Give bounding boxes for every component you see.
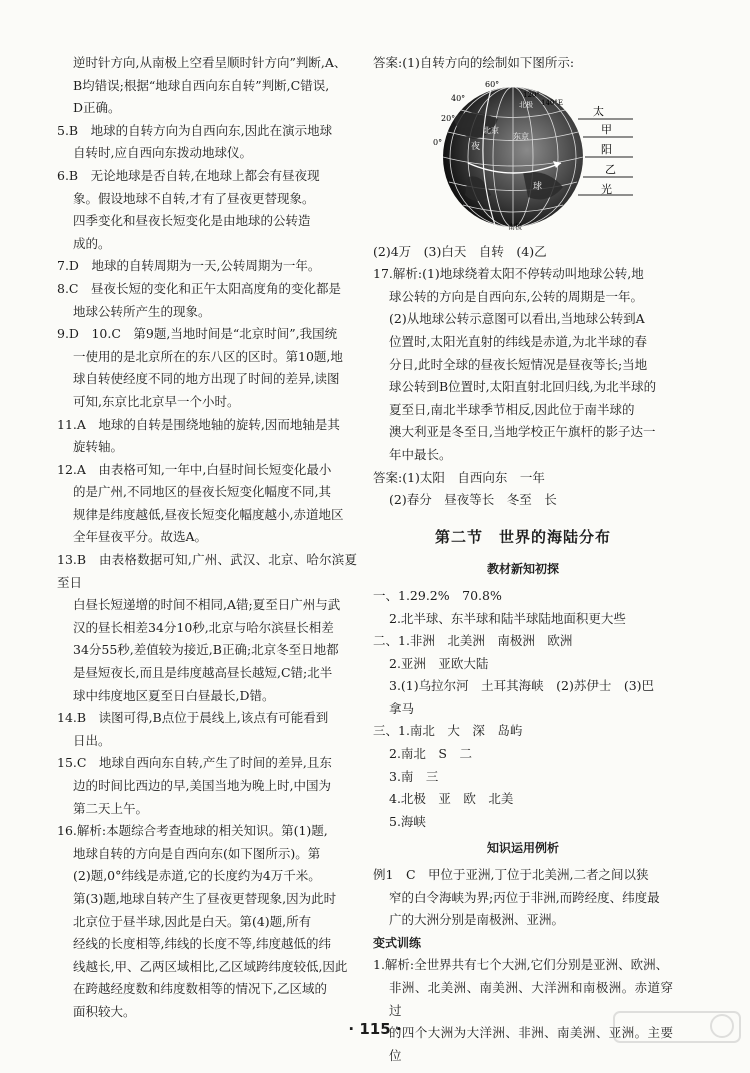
text-line: 7.D 地球的自转周期为一天,公转周期为一年。 xyxy=(57,258,321,274)
text-line: 34分55秒,差值较为接近,B正确;北京冬至日地都 xyxy=(73,642,339,658)
text-line: 9.D 10.C 第9题,当地时间是“北京时间”,我国统 xyxy=(57,326,338,342)
text-line: (2)题,0°纬线是赤道,它的长度约为4万千米。 xyxy=(73,868,321,884)
answer-line: 拿马 xyxy=(389,700,415,716)
text-line: 全年昼夜平分。故选A。 xyxy=(73,529,208,545)
text-line: B均错误;根据“地球自西向东自转”判断,C错误, xyxy=(73,77,330,93)
region-label: 甲 xyxy=(601,122,612,136)
text-line: 15.C 地球自西向东自转,产生了时间的差异,且东 xyxy=(57,755,332,771)
example-1 xyxy=(373,864,673,932)
left-column xyxy=(57,52,357,1024)
text-line: 是昼短夜长,而且是纬度越高昼长越短,C错;北半 xyxy=(73,665,333,681)
text-line: 面积较大。 xyxy=(73,1003,136,1019)
answer-line: 5.海峡 xyxy=(389,813,426,829)
answer-line: 2.亚洲 亚欧大陆 xyxy=(389,655,489,671)
text-line: 白昼长短递增的时间不相同,A错;夏至日广州与武 xyxy=(73,597,341,613)
text-line: 地球公转所产生的现象。 xyxy=(73,303,211,319)
text-line: 经线的长度相等,纬线的长度不等,纬度越低的纬 xyxy=(73,936,331,952)
answer-line: 2.北半球、东半球和陆半球陆地面积更大些 xyxy=(389,610,626,626)
text-line: 球中纬度地区夏至日白昼最长,D错。 xyxy=(73,687,275,703)
text-line: 夏至日,南北半球季节相反,因此位于南半球的 xyxy=(389,401,635,417)
side-label: 球 xyxy=(533,181,543,192)
answer-line: 4.北极 亚 欧 北美 xyxy=(389,791,514,807)
text-line: 14.B 读图可得,B点位于晨线上,该点有可能看到 xyxy=(57,710,329,726)
region-label: 阳 xyxy=(601,142,612,156)
place-label: 北京 xyxy=(483,125,499,135)
sub-title-new-knowledge: 教材新知初探 xyxy=(486,562,559,577)
lat-label: 40° xyxy=(451,93,466,103)
lon-label: 120° xyxy=(523,90,540,99)
answer-16-heading: 答案:(1)自转方向的绘制如下图所示: xyxy=(373,55,575,70)
text-line: 地球自转的方向是自西向东(如下图所示)。第 xyxy=(73,845,321,861)
region-label: 乙 xyxy=(605,162,616,176)
lat-label: 20° xyxy=(441,113,456,123)
text-line: 12.A 由表格可知,一年中,白昼时间长短变化最小 xyxy=(57,461,332,477)
text-line: 象。假设地球不自转,才有了昼夜更替现象。 xyxy=(73,190,315,206)
answer-17-a: 答案:(1)太阳 自西向东 一年 xyxy=(373,469,545,485)
answer-line: 3.南 三 xyxy=(389,768,439,784)
text-line: 可知,东京比北京早一个小时。 xyxy=(73,393,240,409)
text-line: 位置时,太阳光直射的纬线是赤道,为北半球的春 xyxy=(389,333,647,349)
text-line: 规律是纬度越低,昼夜长短变化幅度越小,赤道地区 xyxy=(73,506,344,522)
text-line: 非洲、北美洲、南美洲、大洋洲和南极洲。赤道穿过 xyxy=(389,980,673,1018)
text-line: 球自转使经度不同的地方出现了时间的差异,读图 xyxy=(73,371,340,387)
place-label: 北极 xyxy=(519,100,533,109)
text-line: 8.C 昼夜长短的变化和正午太阳高度角的变化都是 xyxy=(57,280,341,296)
globe-svg xyxy=(373,77,673,237)
sub-title-application: 知识运用例析 xyxy=(486,841,559,856)
answer-17-b: (2)春分 昼夜等长 冬至 长 xyxy=(389,492,557,508)
answer-line: 三、1.南北 大 深 岛屿 xyxy=(373,723,523,739)
text-line: 球公转到B位置时,太阳直射北回归线,为北半球的 xyxy=(389,379,657,395)
text-line: 旋转轴。 xyxy=(73,439,124,455)
lat-label: 60° xyxy=(485,79,500,89)
watermark-logo xyxy=(612,1010,742,1066)
text-line: 逆时针方向,从南极上空看呈顺时针方向”判断,A、 xyxy=(73,55,347,70)
text-line: 线越长,甲、乙两区域相比,乙区域跨纬度较低,因此 xyxy=(73,958,348,974)
answer-line: 2.南北 S 二 xyxy=(389,746,472,762)
text-line: 1.解析:全世界共有七个大洲,它们分别是亚洲、欧洲、 xyxy=(373,957,669,973)
answer-16-line2: (2)4万 (3)白天 自转 (4)乙 xyxy=(373,243,547,259)
text-line: 广的大洲分别是南极洲、亚洲。 xyxy=(389,912,565,928)
text-line: (2)从地球公转示意图可以看出,当地球公转到A xyxy=(389,311,645,327)
text-line: 5.B 地球的自转方向为自西向东,因此在演示地球 xyxy=(57,122,333,138)
lon-label: 140°E xyxy=(541,98,563,107)
text-line: 四季变化和昼夜长短变化是由地球的公转造 xyxy=(73,213,311,229)
variant-training-title: 变式训练 xyxy=(373,935,422,950)
text-line: 6.B 无论地球是否自转,在地球上都会有昼夜现 xyxy=(57,167,320,183)
text-line: D正确。 xyxy=(73,100,121,116)
text-line: 窄的白令海峡为界;丙位于非洲,而跨经度、纬度最 xyxy=(389,889,660,905)
new-knowledge-answers xyxy=(373,585,673,834)
lat-label: 0° xyxy=(433,137,443,147)
text-line: 17.解析:(1)地球绕着太阳不停转动叫地球公转,地 xyxy=(373,266,644,282)
text-line: 第(3)题,地球自转产生了昼夜更替现象,因为此时 xyxy=(73,890,337,906)
text-line: 澳大利亚是冬至日,当地学校正午旗杆的影子达一 xyxy=(389,424,656,440)
text-line: 13.B 由表格数据可知,广州、武汉、北京、哈尔滨夏至日 xyxy=(57,552,357,590)
text-line: 11.A 地球的自转是围绕地轴的旋转,因而地轴是其 xyxy=(57,416,340,432)
text-line: 在跨越经度数和纬度数相等的情况下,乙区域的 xyxy=(73,981,327,997)
text-line: 汉的昼长相差34分10秒,北京与哈尔滨昼长相差 xyxy=(73,619,334,635)
text-line: 日出。 xyxy=(73,732,111,748)
text-line: 边的时间比西边的早,美国当地为晚上时,中国为 xyxy=(73,778,331,793)
text-line: 分日,此时全球的昼夜长短情况是昼夜等长;当地 xyxy=(389,356,648,372)
text-line: 例1 C 甲位于亚洲,丁位于北美洲,二者之间以狭 xyxy=(373,867,649,883)
answer-line: 一、1.29.2% 70.8% xyxy=(373,587,502,603)
text-line: 北京位于昼半球,因此是白天。第(4)题,所有 xyxy=(73,913,312,929)
answer-line: 3.(1)乌拉尔河 土耳其海峡 (2)苏伊士 (3)巴 xyxy=(389,678,655,694)
q17-explanation xyxy=(373,263,673,466)
text-line: 球公转的方向是自西向东,公转的周期是一年。 xyxy=(389,288,643,304)
text-line: 的四个大洲为大洋洲、非洲、南美洲、亚洲。主要位 xyxy=(389,1025,673,1063)
place-label: 东京 xyxy=(513,131,529,141)
text-line: 第二天上午。 xyxy=(73,800,149,816)
text-line: 16.解析:本题综合考查地球的相关知识。第(1)题, xyxy=(57,823,328,839)
text-line: 年中最长。 xyxy=(389,446,452,462)
text-line: 的是广州,不同地区的昼夜长短变化幅度不同,其 xyxy=(73,484,331,500)
region-label: 太 xyxy=(593,104,604,118)
region-label: 光 xyxy=(601,182,612,196)
section-title: 第二节 世界的海陆分布 xyxy=(434,527,611,546)
right-column xyxy=(373,52,673,1067)
answer-line: 二、1.非洲 北美洲 南极洲 欧洲 xyxy=(373,633,573,649)
place-label: 南极 xyxy=(508,222,522,231)
text-line: 一使用的是北京所在的东八区的区时。第10题,地 xyxy=(73,348,343,364)
globe-figure xyxy=(373,77,673,237)
page-number: · 115 · xyxy=(348,1020,402,1038)
text-line: 成的。 xyxy=(73,235,111,251)
side-label: 夜 xyxy=(471,141,481,152)
text-line: 自转时,应自西向东拨动地球仪。 xyxy=(73,145,252,161)
